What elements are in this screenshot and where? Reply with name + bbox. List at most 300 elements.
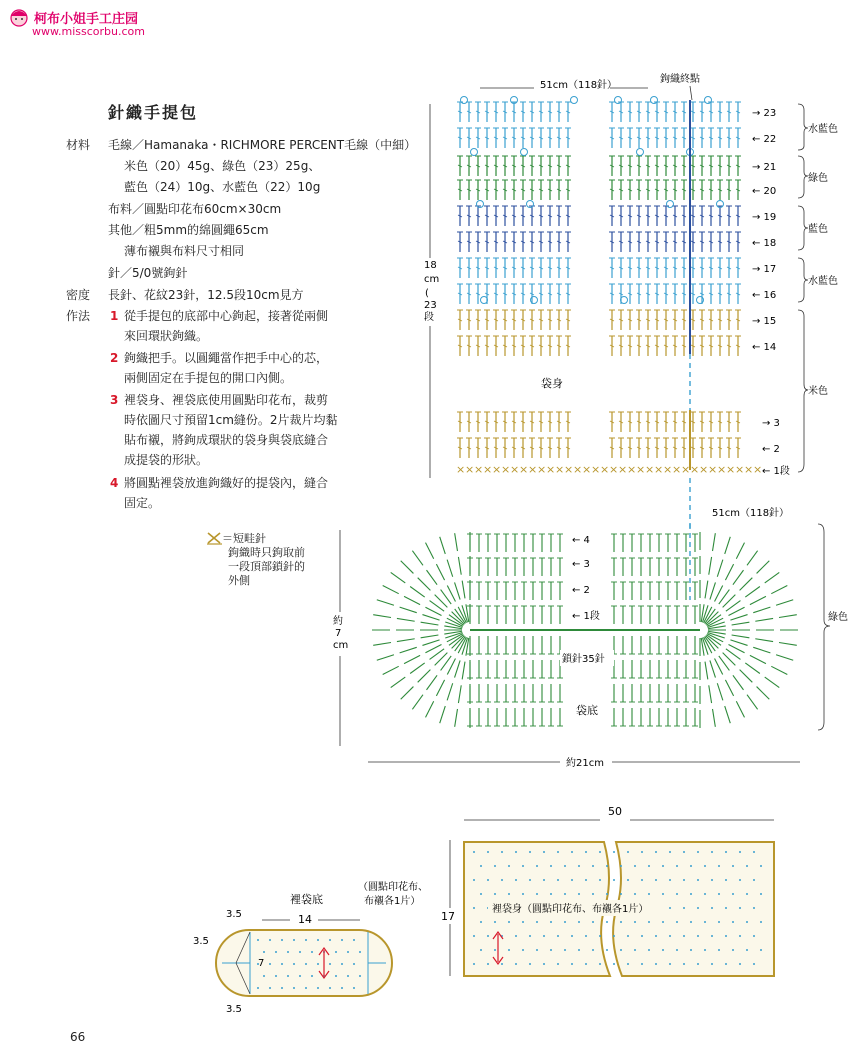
polka-dot (753, 851, 755, 853)
polka-dot (606, 893, 608, 895)
polka-dot (557, 963, 559, 965)
base-color-bracket (818, 524, 830, 730)
base-fan-stitch-mark (391, 677, 406, 688)
base-fan-stitch-mark (753, 647, 770, 653)
polka-dot (711, 907, 713, 909)
polka-dot (353, 939, 355, 941)
polka-dot (359, 975, 361, 977)
short-stitch-mark: × (708, 463, 718, 476)
short-stitch-mark: × (555, 463, 565, 476)
polka-dot (494, 865, 496, 867)
polka-dot (550, 921, 552, 923)
polka-dot (634, 893, 636, 895)
base-fan-stitch-mark (730, 615, 747, 621)
polka-dot (543, 935, 545, 937)
color-bracket-2 (798, 156, 808, 198)
base-fan-stitch-mark (740, 670, 753, 683)
short-stitch-mark: × (537, 463, 547, 476)
base-fan-stitch-mark (715, 585, 723, 601)
polka-dot (669, 963, 671, 965)
base-fan-stitch-mark (383, 666, 399, 674)
polka-dot (683, 851, 685, 853)
base-fan-stitch-mark (422, 615, 439, 621)
short-stitch-mark: × (519, 463, 529, 476)
polka-dot (529, 935, 531, 937)
gauge-label: 密度 (66, 288, 91, 302)
polka-dot (662, 865, 664, 867)
polka-dot (578, 893, 580, 895)
polka-dot (634, 921, 636, 923)
polka-dot (480, 893, 482, 895)
polka-dot (550, 893, 552, 895)
polka-dot (494, 949, 496, 951)
base-fan-stitch-mark (757, 687, 770, 700)
polka-dot (655, 879, 657, 881)
base-fan-stitch-mark (771, 586, 787, 594)
polka-dot (522, 893, 524, 895)
base-fan-stitch-mark (373, 643, 391, 646)
color-bracket-4 (798, 258, 808, 302)
polka-dot (571, 879, 573, 881)
polka-dot (311, 951, 313, 953)
polka-dot (341, 987, 343, 989)
polka-dot (317, 963, 319, 965)
polka-dot (508, 865, 510, 867)
polka-dot (641, 879, 643, 881)
polka-dot (655, 935, 657, 937)
polka-dot (353, 987, 355, 989)
polka-dot (515, 963, 517, 965)
polka-dot (473, 851, 475, 853)
base-fan-stitch-mark (713, 709, 716, 727)
short-stitch-mark: × (465, 463, 475, 476)
polka-dot (299, 975, 301, 977)
polka-dot (529, 879, 531, 881)
base-fan-stitch-mark (462, 662, 465, 680)
chain-count-label: 鎖針35針 (562, 654, 605, 665)
polka-dot (557, 935, 559, 937)
short-stitch-mark: × (681, 463, 691, 476)
polka-dot (473, 879, 475, 881)
base-fan-stitch-mark (410, 663, 425, 674)
site-url[interactable]: www.misscorbu.com (32, 25, 145, 38)
base-fan-stitch-mark (440, 706, 446, 723)
polka-dot (648, 949, 650, 951)
polka-dot (669, 907, 671, 909)
base-fan-stitch-mark (421, 635, 439, 638)
polka-dot (704, 949, 706, 951)
short-stitch-mark: × (627, 463, 637, 476)
polka-dot (257, 987, 259, 989)
step-3-line-2: 時依圖尺寸預留1cm縫份。2片裁片均黏 (124, 413, 338, 427)
polka-dot (620, 865, 622, 867)
base-width-label: 51cm（118針） (712, 508, 790, 519)
polka-dot (599, 963, 601, 965)
polka-dot (522, 921, 524, 923)
materials-line-5: 其他／粗5mm的綿圓繩65cm (108, 223, 269, 237)
polka-dot (606, 921, 608, 923)
body-row-label: ← 2 (762, 444, 780, 455)
polka-dot (732, 893, 734, 895)
short-stitch-mark: × (744, 463, 754, 476)
page-number: 66 (70, 1030, 86, 1044)
body-row-label: → 21 (752, 162, 777, 173)
polka-dot (347, 975, 349, 977)
body-height-paren-open: ( (425, 288, 429, 299)
polka-dot (515, 935, 517, 937)
polka-dot (683, 935, 685, 937)
polka-dot (697, 963, 699, 965)
short-stitch-mark: × (663, 463, 673, 476)
polka-dot (669, 851, 671, 853)
base-fan-stitch-mark (713, 533, 716, 551)
color-bracket-3 (798, 206, 808, 250)
base-fan-stitch-mark (717, 560, 723, 577)
body-row-label: ← 1段 (762, 466, 790, 477)
base-height-value: 7 (335, 628, 342, 639)
polka-dot (711, 935, 713, 937)
base-fan-stitch-mark (709, 685, 712, 703)
polka-dot (739, 879, 741, 881)
step-4-number: 4 (110, 476, 119, 490)
base-fan-stitch-mark (427, 675, 438, 690)
polka-dot (543, 851, 545, 853)
polka-dot (592, 921, 594, 923)
short-stitch-mark: × (636, 463, 646, 476)
body-row-label: → 19 (752, 212, 777, 223)
base-fan-stitch-mark (425, 607, 441, 615)
base-fan-stitch-mark (725, 537, 731, 554)
polka-dot (536, 921, 538, 923)
lining-bottom-height: 7 (258, 958, 265, 969)
base-fan-stitch-mark (418, 670, 431, 683)
short-stitch-mark: × (717, 463, 727, 476)
page-title: 針織手提包 (108, 103, 199, 122)
polka-dot (704, 893, 706, 895)
polka-dot (613, 879, 615, 881)
materials-line-3: 藍色（24）10g、水藍色（22）10g (124, 180, 321, 194)
polka-dot (473, 963, 475, 965)
polka-dot (536, 865, 538, 867)
step-2-line-2: 兩側固定在手提包的開口內側。 (124, 371, 293, 385)
polka-dot (690, 949, 692, 951)
polka-dot (501, 879, 503, 881)
polka-dot (620, 921, 622, 923)
short-stitch-mark: × (645, 463, 655, 476)
polka-dot (662, 921, 664, 923)
base-fan-stitch-mark (732, 635, 750, 638)
polka-dot (487, 879, 489, 881)
base-fan-stitch-mark (377, 655, 394, 661)
polka-dot (760, 893, 762, 895)
base-fan-stitch-mark (455, 660, 461, 677)
base-fan-stitch-mark (765, 572, 780, 583)
body-center-label: 袋身 (541, 377, 563, 390)
base-height-approx: 約 (333, 616, 343, 627)
polka-dot (353, 963, 355, 965)
base-fan-stitch-mark (397, 639, 415, 642)
base-height-unit: cm (333, 640, 349, 651)
body-row-label: ← 18 (752, 238, 777, 249)
step-3-number: 3 (110, 393, 119, 407)
lining-body-label: 裡袋身（圓點印花布、布襯各1片） (492, 904, 649, 915)
base-fan-stitch-mark (436, 564, 444, 580)
polka-dot (718, 865, 720, 867)
polka-dot (634, 949, 636, 951)
color-label-1: 水藍色 (808, 124, 838, 135)
polka-dot (648, 893, 650, 895)
polka-dot (501, 851, 503, 853)
base-fan-stitch-mark (377, 600, 394, 606)
polka-dot (676, 865, 678, 867)
polka-dot (592, 865, 594, 867)
polka-dot (662, 893, 664, 895)
short-stitch-mark: × (654, 463, 664, 476)
polka-dot (599, 851, 601, 853)
short-stitch-mark: × (483, 463, 493, 476)
polka-dot (311, 975, 313, 977)
base-center-label: 袋底 (576, 704, 598, 717)
base-fan-stitch-mark (458, 685, 461, 703)
color-label-5: 米色 (808, 386, 828, 397)
polka-dot (585, 935, 587, 937)
polka-dot (641, 851, 643, 853)
short-stitch-mark: × (735, 463, 745, 476)
polka-dot (522, 865, 524, 867)
base-fan-stitch-mark (732, 622, 750, 625)
picot-mark (637, 149, 644, 156)
base-row-label: ← 4 (572, 535, 590, 546)
short-stitch-mark: × (546, 463, 556, 476)
polka-dot (648, 865, 650, 867)
base-fan-stitch-mark (725, 680, 733, 696)
lining-bottom-width: 14 (298, 913, 312, 926)
polka-dot (760, 949, 762, 951)
polka-dot (293, 963, 295, 965)
base-fan-stitch-mark (745, 587, 760, 598)
polka-dot (725, 963, 727, 965)
materials-line-1: 毛線／Hamanaka・RICHMORE PERCENT毛線（中細） (108, 138, 417, 152)
base-fan-stitch-mark (447, 560, 453, 577)
polka-dot (697, 879, 699, 881)
polka-dot (329, 963, 331, 965)
polka-dot (746, 921, 748, 923)
polka-dot (515, 879, 517, 881)
base-fan-stitch-mark (455, 709, 458, 727)
polka-dot (585, 851, 587, 853)
polka-dot (739, 851, 741, 853)
polka-dot (683, 907, 685, 909)
polka-dot (662, 949, 664, 951)
base-fan-stitch-mark (400, 647, 417, 653)
polka-dot (613, 963, 615, 965)
step-2-number: 2 (110, 351, 119, 365)
base-fan-stitch-mark (736, 701, 744, 717)
short-stitch-mark: × (753, 463, 763, 476)
polka-dot (487, 851, 489, 853)
base-fan-stitch-mark (404, 596, 420, 604)
body-height-rows-unit: 段 (424, 312, 434, 323)
base-fan-stitch-mark (427, 570, 438, 585)
base-fan-stitch-mark (421, 622, 439, 625)
base-fan-stitch-mark (447, 683, 453, 700)
body-row-label: ← 20 (752, 186, 777, 197)
base-width-bottom-label: 約21cm (566, 758, 604, 769)
base-fan-stitch-mark (440, 537, 446, 554)
polka-dot (571, 935, 573, 937)
polka-dot (711, 851, 713, 853)
short-stitch-mark: × (528, 463, 538, 476)
polka-dot (335, 951, 337, 953)
polka-dot (263, 975, 265, 977)
materials-line-7: 針／5/0號鉤針 (108, 266, 188, 280)
base-fan-stitch-mark (425, 645, 441, 653)
polka-dot (480, 921, 482, 923)
short-stitch-mark: × (699, 463, 709, 476)
body-row-label: → 17 (752, 264, 777, 275)
picot-mark (461, 97, 468, 104)
short-stitch-mark: × (618, 463, 628, 476)
polka-dot (269, 987, 271, 989)
polka-dot (480, 949, 482, 951)
base-fan-stitch-mark (729, 607, 745, 615)
polka-dot (494, 893, 496, 895)
polka-dot (473, 935, 475, 937)
body-height-rows: 23 (424, 300, 437, 311)
base-fan-stitch-mark (401, 561, 414, 574)
polka-dot (515, 851, 517, 853)
step-4-line-2: 固定。 (124, 496, 161, 510)
base-fan-stitch-mark (710, 660, 716, 677)
polka-dot (760, 921, 762, 923)
polka-dot (347, 951, 349, 953)
polka-dot (718, 921, 720, 923)
polka-dot (305, 987, 307, 989)
legend-line-3: 外側 (228, 574, 250, 587)
polka-dot (683, 963, 685, 965)
polka-dot (578, 949, 580, 951)
polka-dot (725, 879, 727, 881)
polka-dot (480, 865, 482, 867)
base-fan-stitch-mark (426, 701, 434, 717)
body-row-label: ← 16 (752, 290, 777, 301)
step-3-line-3: 貼布襯，將鉤成環狀的袋身與袋底縫合 (124, 433, 329, 447)
lining-bottom-dim-35-left: 3.5 (193, 936, 209, 947)
polka-dot (641, 935, 643, 937)
base-fan-stitch-mark (418, 578, 431, 591)
base-fan-stitch-mark (776, 600, 793, 606)
polka-dot (732, 921, 734, 923)
base-fan-stitch-mark (750, 596, 766, 604)
polka-dot (317, 987, 319, 989)
polka-dot (578, 865, 580, 867)
base-fan-stitch-mark (765, 677, 780, 688)
polka-dot (760, 865, 762, 867)
polka-dot (690, 921, 692, 923)
polka-dot (753, 879, 755, 881)
polka-dot (739, 907, 741, 909)
polka-dot (473, 907, 475, 909)
method-label: 作法 (66, 309, 91, 323)
base-fan-stitch-mark (736, 543, 744, 559)
polka-dot (550, 865, 552, 867)
polka-dot (669, 879, 671, 881)
short-stitch-mark: × (600, 463, 610, 476)
base-fan-stitch-mark (771, 666, 787, 674)
polka-dot (564, 865, 566, 867)
polka-dot (676, 949, 678, 951)
base-fan-stitch-mark (755, 618, 773, 621)
polka-dot (287, 975, 289, 977)
polka-dot (487, 963, 489, 965)
base-fan-stitch-mark (422, 640, 439, 646)
color-label-3: 藍色 (808, 224, 828, 235)
polka-dot (725, 907, 727, 909)
base-fan-stitch-mark (776, 655, 793, 661)
color-bracket-5 (798, 310, 808, 472)
base-fan-stitch-mark (404, 655, 420, 663)
polka-dot (753, 907, 755, 909)
short-stitch-mark: × (609, 463, 619, 476)
polka-dot (341, 939, 343, 941)
polka-dot (655, 963, 657, 965)
base-fan-stitch-mark (458, 557, 461, 575)
polka-dot (746, 893, 748, 895)
polka-dot (564, 921, 566, 923)
polka-dot (543, 879, 545, 881)
body-row-label: → 3 (762, 418, 780, 429)
picot-mark (521, 149, 528, 156)
base-fan-stitch-mark (412, 551, 423, 566)
body-height-value: 18 (424, 260, 437, 271)
polka-dot (557, 879, 559, 881)
lining-bottom-shape (216, 930, 392, 996)
body-row-labels (752, 108, 790, 477)
base-fan-stitch-mark (779, 643, 797, 646)
step-3-line-1: 裡袋身、裡袋底使用圓點印花布，裁剪 (124, 393, 329, 407)
polka-dot (599, 935, 601, 937)
base-row-label: ← 1段 (572, 611, 600, 622)
polka-dot (648, 921, 650, 923)
step-1-line-2: 來回環狀鉤織。 (124, 329, 209, 343)
base-fan-stitch-mark (747, 551, 758, 566)
polka-dot (305, 963, 307, 965)
polka-dot (543, 963, 545, 965)
polka-dot (606, 949, 608, 951)
polka-dot (557, 851, 559, 853)
polka-dot (487, 935, 489, 937)
polka-dot (508, 893, 510, 895)
polka-dot (599, 879, 601, 881)
base-fan-stitch-mark (436, 680, 444, 696)
base-fan-stitch-mark (733, 675, 744, 690)
base-fan-stitch-mark (455, 582, 461, 599)
polka-dot (732, 865, 734, 867)
polka-dot (690, 865, 692, 867)
polka-dot (335, 975, 337, 977)
base-fan-stitch-mark (447, 659, 455, 675)
step-4-line-1: 將圓點裡袋放進鉤織好的提袋內，縫合 (124, 476, 329, 490)
polka-dot (746, 949, 748, 951)
base-fan-stitch-mark (462, 581, 465, 599)
base-fan-stitch-mark (725, 564, 733, 580)
lining-bottom-fabric-2: 布襯各1片） (364, 896, 421, 907)
polka-dot (746, 865, 748, 867)
polka-dot (592, 893, 594, 895)
lining-bottom-dim-35-top: 3.5 (226, 909, 242, 920)
short-stitch-mark: × (501, 463, 511, 476)
polka-dot (613, 935, 615, 937)
